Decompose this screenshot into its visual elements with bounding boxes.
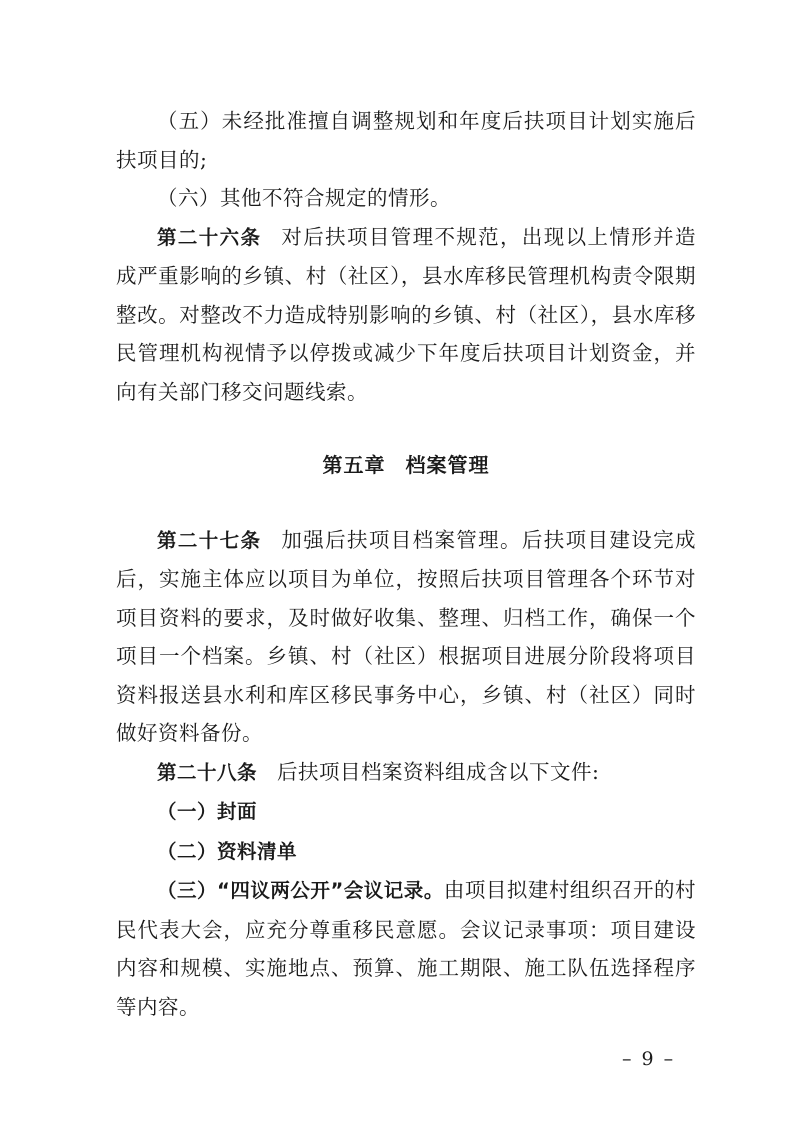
list-item-meeting-label: （三）“四议两公开”会议记录。: [157, 879, 444, 902]
article-26-text: 对后扶项目管理不规范，出现以上情形并造成严重影响的乡镇、村（社区），县水库移民管理机构责令限期整改。对整改不力造成特别影响的乡镇、村（社区），县水库移民管理机构视情予以停拨或减少下年度后扶项目计划资金，并向有关部门移交问题线索。: [116, 224, 696, 404]
list-item-cover-text: （一）封面: [157, 800, 258, 823]
list-item-inventory: [116, 832, 696, 872]
list-item-cover: [116, 792, 696, 832]
chapter-heading: [116, 446, 696, 485]
paragraph-item-6: [116, 179, 696, 218]
article-28: [116, 753, 696, 793]
paragraph-item-5: [116, 102, 696, 179]
chapter-title: 档案管理: [405, 453, 490, 477]
article-28-text: 后扶项目档案资料组成含以下文件:: [277, 759, 600, 784]
list-item-meeting-text: 由项目拟建村组织召开的村民代表大会，应充分尊重移民意愿。会议记录事项：项目建设内容和规模、实施地点、预算、施工期限、施工队伍选择程序等内容。: [116, 878, 696, 1019]
article-26: [116, 218, 696, 412]
article-28-label: 第二十八条: [157, 760, 258, 784]
item-6-text: （六）其他不符合规定的情形。: [157, 186, 451, 210]
list-item-meeting-record: [116, 871, 696, 1026]
item-5-text: （五）未经批准擅自调整规划和年度后扶项目计划实施后扶项目的;: [116, 109, 696, 172]
document-body: [116, 102, 696, 1026]
list-item-inventory-text: （二）资料清单: [157, 839, 298, 863]
article-27-label: 第二十七条: [157, 528, 262, 552]
page-number: – 9 –: [622, 1048, 676, 1070]
article-27-text: 加强后扶项目档案管理。后扶项目建设完成后，实施主体应以项目为单位，按照后扶项目管理各个环节对项目资料的要求，及时做好收集、整理、归档工作，确保一个项目一个档案。乡镇、村（社区）根据项目进展分阶段将项目资料报送县水利和库区移民事务中心，乡镇、村（社区）同时做好资料备份。: [116, 527, 696, 745]
article-27: [116, 521, 696, 753]
article-26-label: 第二十六条: [157, 225, 262, 249]
chapter-number: 第五章: [322, 453, 386, 477]
